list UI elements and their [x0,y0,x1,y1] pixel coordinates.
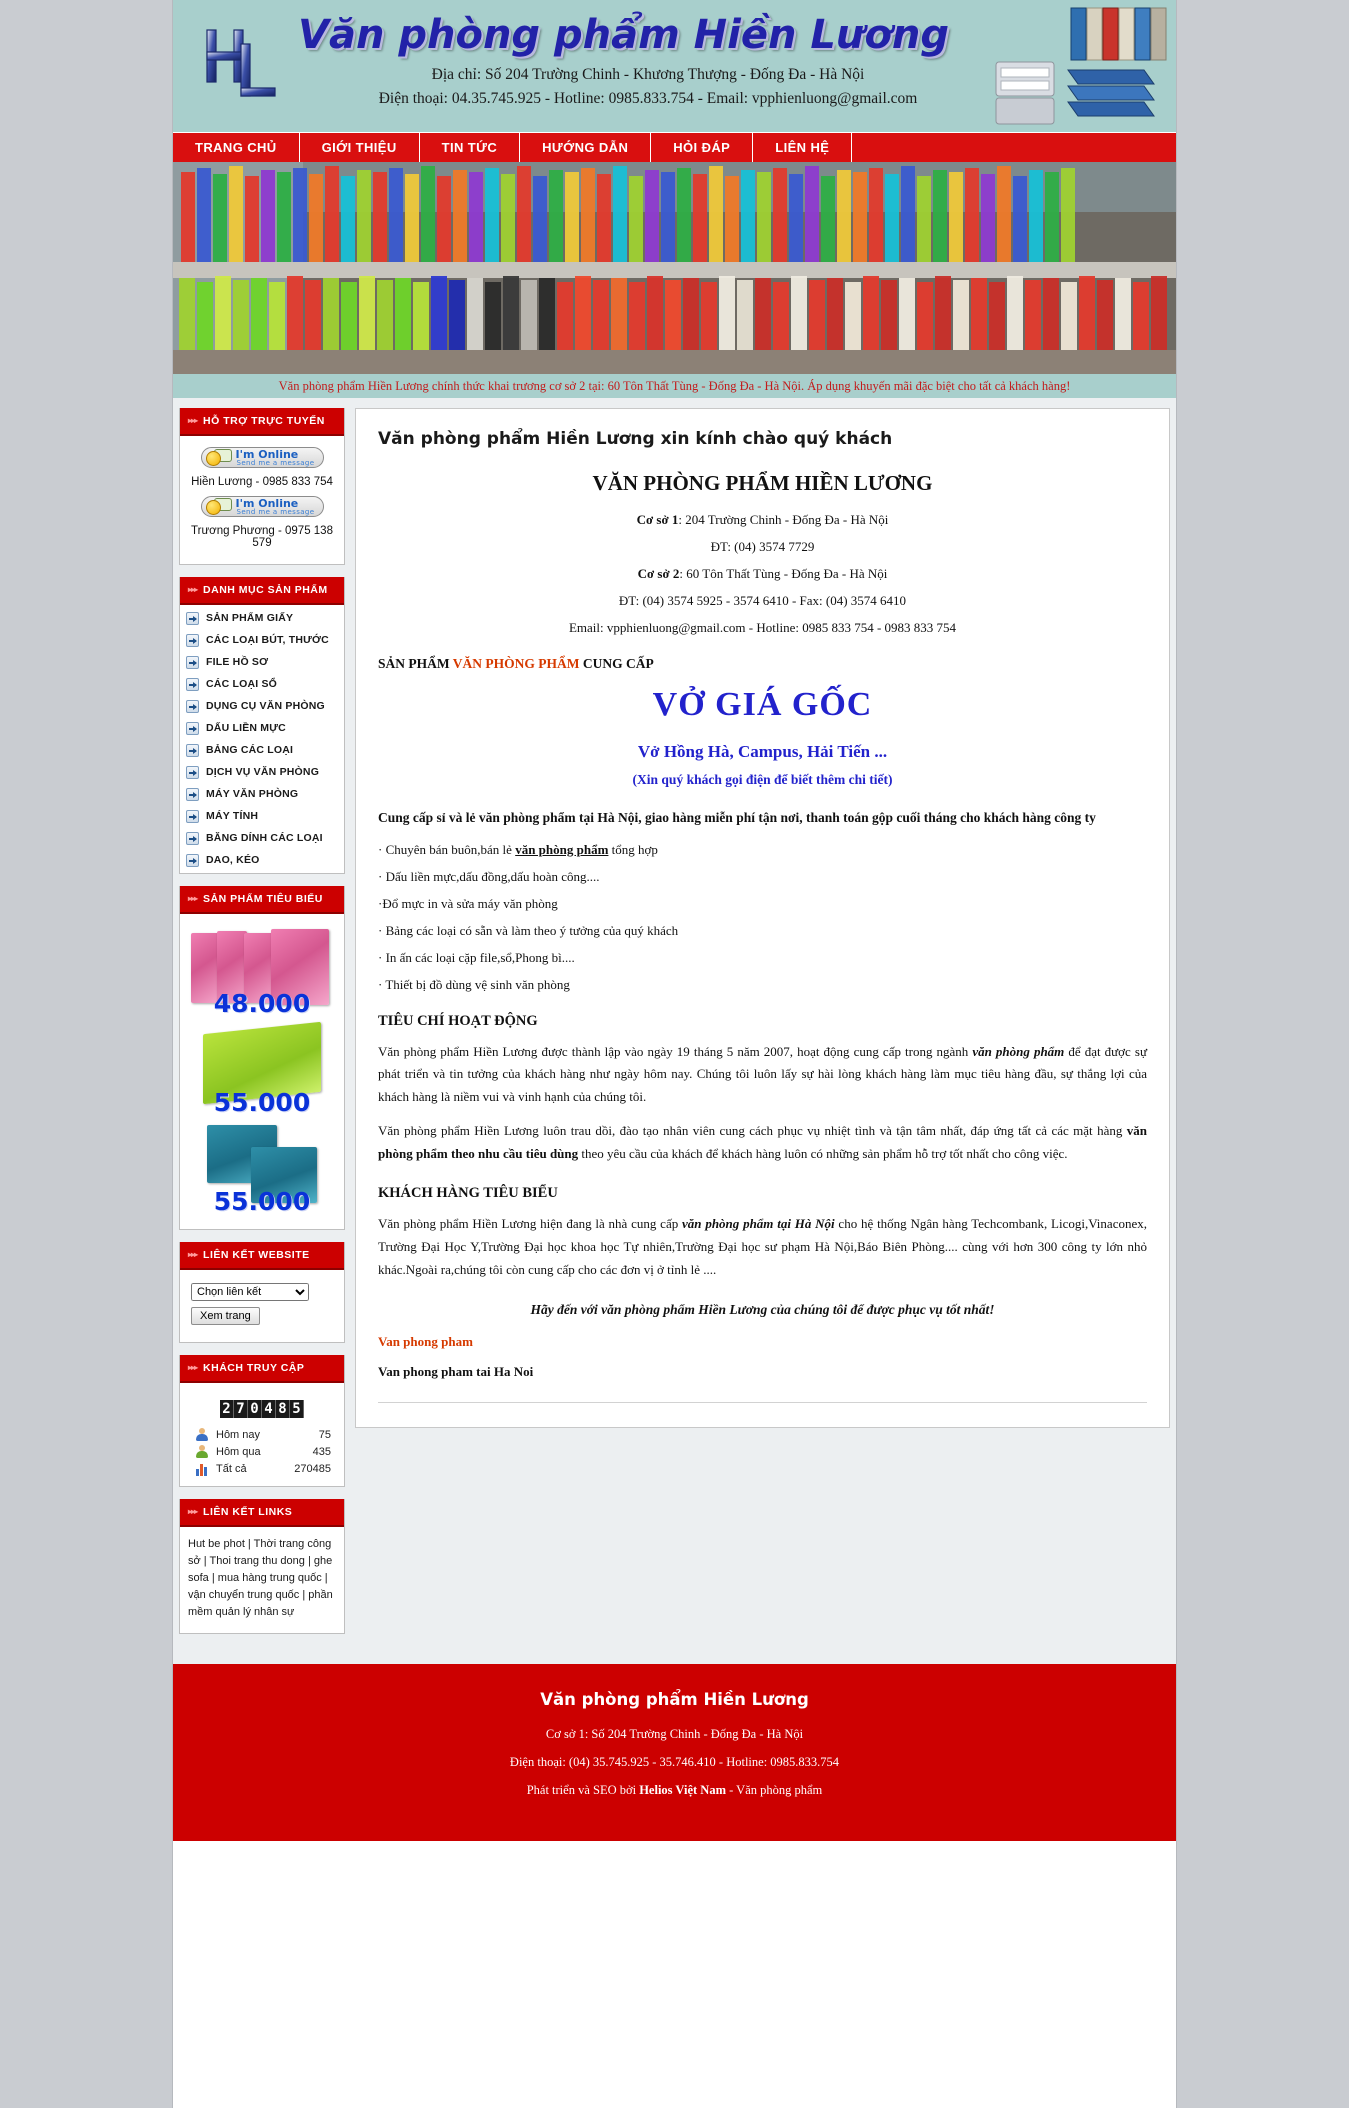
category-item[interactable] [180,739,344,761]
nav-item-huong-dan[interactable]: HƯỚNG DẪN [520,133,651,162]
counter-digit: 8 [276,1400,290,1418]
branch-1-address: : 204 Trường Chinh - Đống Đa - Hà Nội [678,512,889,527]
triple-arrow-icon: ▸▸▸ [188,416,198,425]
service-bullet-3: ·Đổ mực in và sửa máy văn phòng [378,895,558,911]
category-link-may-tinh[interactable]: MÁY TÍNH [206,810,259,822]
sidebar-box-support [179,408,345,565]
announcement-marquee: Văn phòng phẩm Hiền Lương chính thức khai trương cơ sở 2 tại: 60 Tôn Thất Tùng - Đống Đa - Hà Nội. Áp dụng khuyến mãi đặc biệt cho tất cả khách hàng! [173,374,1176,398]
site-footer [173,1664,1176,1841]
sidebar-box-website-links [179,1242,345,1343]
category-item[interactable] [180,783,344,805]
featured-product-3[interactable] [187,1121,337,1216]
left-sidebar [179,408,345,1646]
footer-credit-pre: Phát triển và SEO bởi [526,1783,640,1798]
link-van-chuyen-trung-quoc[interactable]: vận chuyển trung quốc [188,1589,300,1602]
category-link-may-van-phong[interactable]: MÁY VĂN PHÒNG [206,788,299,800]
s1p2-c: theo yêu cầu của khách để khách hàng luôn có những sản phẩm hỗ trợ tốt nhất cho công việc. [578,1145,1068,1161]
counter-digit: 2 [220,1400,234,1418]
supply-pre: SẢN PHẨM [378,656,453,671]
promo-headline: VỞ GIÁ GỐC [652,686,873,723]
nav-item-gioi-thieu[interactable]: GIỚI THIỆU [300,133,420,162]
im-online-sublabel-1: Send me a message [236,459,315,467]
link-sep: | [200,1555,210,1568]
intro-paragraph: Cung cấp sỉ và lẻ văn phòng phẩm tại Hà Nội, giao hàng miễn phí tận nơi, thanh toán gộp cuối tháng cho khách hàng công ty [378,810,1096,825]
site-logo-icon[interactable] [201,22,293,108]
im-online-sublabel-2: Send me a message [236,508,315,516]
branch-2-label: Cơ sở 2 [637,566,680,581]
branch-2-address: : 60 Tôn Thất Tùng - Đống Đa - Hà Nội [679,566,888,581]
visitor-stat-total [187,1460,337,1477]
link-phan-mem-quan-ly-nhan-su[interactable]: phần mềm quản lý nhân sự [188,1589,333,1619]
triple-arrow-icon: ▸▸▸ [188,585,198,594]
category-link-dao-keo[interactable]: DAO, KÉO [206,854,260,866]
arrow-right-icon [186,634,199,647]
nav-filler [852,133,1176,162]
im-online-label-1: I'm Online [235,448,299,461]
nav-item-trang-chu[interactable]: TRANG CHỦ [173,133,300,162]
hero-banner-image [173,162,1176,374]
page-body [173,398,1176,1664]
counter-digit: 0 [248,1400,262,1418]
person-green-icon [195,1445,209,1459]
box-title-featured: SẢN PHẨM TIÊU BIỂU [203,893,323,905]
content-panel [355,408,1170,1428]
website-select-row [187,1279,337,1303]
link-mua-hang-trung-quoc[interactable]: mua hàng trung quốc [217,1572,322,1585]
box-header-website-links [180,1242,344,1270]
arrow-right-icon [186,766,199,779]
service-bullet-4: · Bảng các loại có sẵn và làm theo ý tưởng của quý khách [378,922,679,938]
nav-item-tin-tuc[interactable]: TIN TỨC [420,133,520,162]
arrow-right-icon [186,656,199,669]
section1-paragraph-1 [378,1041,1147,1109]
sidebar-box-links [179,1499,345,1634]
support-contact-1: Hiền Lương - 0985 833 754 [191,476,333,488]
arrow-right-icon [186,810,199,823]
box-header-featured [180,886,344,914]
arrow-right-icon [186,700,199,713]
category-link-file-ho-so[interactable]: FILE HỒ SƠ [206,656,269,668]
supply-post: CUNG CẤP [579,656,654,671]
counter-digit: 4 [262,1400,276,1418]
company-name: VĂN PHÒNG PHẨM HIỀN LƯƠNG [592,471,933,495]
welcome-heading: Văn phòng phẩm Hiền Lương xin kính chào quý khách [378,429,893,449]
visitor-stat-yesterday [187,1443,337,1460]
promo-note: (Xin quý khách gọi điện để biết thêm chi tiết) [632,772,893,787]
section1-paragraph-2 [378,1120,1147,1166]
supply-highlight: VĂN PHÒNG PHẨM [452,656,580,671]
category-link-bang-cac-loai[interactable]: BẢNG CÁC LOẠI [206,744,294,756]
link-sep: | [304,1555,314,1568]
link-hut-be-phot[interactable]: Hut be phot [188,1538,245,1550]
website-link-select[interactable] [191,1283,309,1301]
link-sep: | [321,1572,328,1585]
visitor-stat-today-value: 75 [318,1428,331,1441]
s2p1-a: Văn phòng phẩm Hiền Lương hiện đang là nhà cung cấp [378,1216,683,1232]
service-bullet-5: · In ấn các loại cặp file,sổ,Phong bì.... [378,949,575,965]
counter-digit: 5 [290,1400,304,1418]
triple-arrow-icon: ▸▸▸ [188,1507,198,1516]
category-link-san-pham-giay[interactable]: SẢN PHẨM GIẤY [206,612,294,624]
person-blue-icon [195,1428,209,1442]
s2p1-emphasis: văn phòng phẩm tại Hà Nội [682,1216,835,1232]
box-header-categories [180,577,344,605]
bar-chart-icon [195,1462,209,1476]
arrow-right-icon [186,788,199,801]
im-online-button-2[interactable] [201,496,324,517]
nav-item-lien-he[interactable]: LIÊN HỆ [753,133,852,162]
office-supplies-art [976,0,1176,132]
box-title-links: LIÊN KẾT LINKS [203,1506,293,1518]
visitor-stat-today-label: Hôm nay [216,1428,261,1441]
support-contact-2: Trương Phương - 0975 138 579 [191,525,333,549]
branch-2-line [378,566,1147,582]
product-price-2: 55.000 [213,1088,311,1117]
category-link-dau-lien-muc[interactable]: DẤU LIỀN MỰC [206,722,286,734]
sidebar-box-visitors [179,1355,345,1487]
visitor-stat-total-label: Tất cả [216,1462,247,1475]
featured-product-2[interactable] [187,1022,337,1117]
site-phone-email: Điện thoại: 04.35.745.925 - Hotline: 0985.833.754 - Email: vpphienluong@gmail.com [378,90,918,107]
im-online-button-1[interactable] [201,447,324,468]
box-title-categories: DANH MỤC SẢN PHẨM [203,584,328,596]
s1p2-a: Văn phòng phẩm Hiền Lương luôn trau dồi, đào tạo nhân viên cung cách phục vụ nhiệt tình và tận tâm nhất, đáp ứng tất cả các mặt hàng [378,1122,1127,1138]
product-price-1: 48.000 [213,989,311,1018]
s1p1-emphasis: văn phòng phẩm [972,1043,1065,1059]
main-navigation[interactable] [173,132,1176,162]
category-item[interactable] [180,607,344,629]
support-body [180,436,344,564]
bullet-1-post: tổng hợp [608,841,658,857]
bullet-1-link[interactable]: văn phòng phẩm [515,841,609,857]
smiley-icon [206,451,221,466]
keyword-van-phong-pham-tai-ha-noi: Van phong pham tai Ha Noi [378,1363,534,1379]
s1p2-strong: văn phòng phẩm theo nhu cầu tiêu dùng [378,1122,1147,1161]
featured-body [180,914,344,1229]
main-content [355,408,1170,1428]
category-item[interactable] [180,629,344,651]
arrow-right-icon [186,722,199,735]
link-ghe-sofa[interactable]: ghe sofa [188,1555,333,1585]
branch-1-label: Cơ sở 1 [636,512,679,527]
visitor-stat-yesterday-value: 435 [312,1445,331,1458]
email-hotline-line: Email: vpphienluong@gmail.com - Hotline: 0985 833 754 - 0983 833 754 [568,620,957,635]
category-link-dung-cu-van-phong[interactable]: DỤNG CỤ VĂN PHÒNG [206,700,325,712]
site-title: Văn phòng phẩm Hiền Lương [298,12,949,58]
section-title-tieu-chi: TIÊU CHÍ HOẠT ĐỘNG [378,1012,538,1029]
branch-1-line [378,512,1147,528]
section2-paragraph-1 [378,1213,1147,1281]
arrow-right-icon [186,854,199,867]
bullet-1-pre: · Chuyên bán buôn,bán lẻ [378,841,516,857]
pens-display-photo [173,162,1176,374]
category-link-cac-loai-but-thuoc[interactable]: CÁC LOẠI BÚT, THƯỚC [206,634,329,646]
link-sep: | [299,1589,309,1602]
category-list [180,605,344,873]
content-divider [378,1402,1147,1403]
category-link-dich-vu-van-phong[interactable]: DỊCH VỤ VĂN PHÒNG [206,766,320,778]
link-thoi-trang-cong-so[interactable]: Thời trang công sở [188,1538,332,1568]
category-link-bang-dinh-cac-loai[interactable]: BĂNG DÍNH CÁC LOẠI [206,832,323,844]
box-header-links [180,1499,344,1527]
footer-phone: Điện thoại: (04) 35.745.925 - 35.746.410 - Hotline: 0985.833.754 [509,1755,840,1770]
supply-heading [378,656,1147,672]
box-header-visitors [180,1355,344,1383]
category-item[interactable] [180,717,344,739]
sidebar-box-categories [179,577,345,874]
category-item[interactable] [180,827,344,849]
footer-credit [183,1783,1166,1798]
branch-1-phone: ĐT: (04) 3574 7729 [710,539,815,554]
promo-subheadline: Vở Hồng Hà, Campus, Hải Tiến ... [637,742,888,761]
triple-arrow-icon: ▸▸▸ [188,894,198,903]
im-online-label-2: I'm Online [235,497,299,510]
arrow-right-icon [186,832,199,845]
links-body [180,1527,344,1633]
box-title-visitors: KHÁCH TRUY CẬP [203,1362,305,1374]
visitor-stat-yesterday-label: Hôm qua [216,1445,261,1458]
product-price-3: 55.000 [213,1187,311,1216]
box-title-support: HỖ TRỢ TRỰC TUYẾN [203,415,325,427]
keyword-link-van-phong-pham[interactable]: Van phong pham [378,1333,473,1349]
triple-arrow-icon: ▸▸▸ [188,1363,198,1372]
triple-arrow-icon: ▸▸▸ [188,1250,198,1259]
site-address: Địa chỉ: Số 204 Trường Chinh - Khương Thượng - Đống Đa - Hà Nội [431,66,865,83]
arrow-right-icon [186,612,199,625]
box-title-website-links: LIÊN KẾT WEBSITE [203,1249,310,1261]
page-root [172,0,1177,2108]
link-sep: | [208,1572,218,1585]
visitor-counter [187,1398,337,1418]
footer-credit-post: - Văn phòng phẩm [726,1783,823,1798]
footer-credit-company[interactable]: Helios Việt Nam [639,1783,726,1798]
sidebar-box-featured [179,886,345,1230]
category-item[interactable] [180,761,344,783]
site-header [173,0,1176,132]
s1p1-a: Văn phòng phẩm Hiền Lương được thành lập vào ngày 19 tháng 5 năm 2007, hoạt động cung cấp trong ngành [378,1043,973,1059]
section-title-khach-hang: KHÁCH HÀNG TIÊU BIỂU [378,1185,558,1202]
service-bullet-1 [378,842,1147,858]
service-bullet-6: · Thiết bị đồ dùng vệ sinh văn phòng [378,976,570,992]
branch-2-phone: ĐT: (04) 3574 5925 - 3574 6410 - Fax: (04) 3574 6410 [618,593,907,608]
footer-title: Văn phòng phẩm Hiền Lương [540,1690,809,1710]
view-page-button[interactable]: Xem trang [191,1307,260,1325]
smiley-icon [206,500,221,515]
link-sep: | [244,1538,254,1550]
category-item[interactable] [180,805,344,827]
call-to-action: Hãy đến với văn phòng phẩm Hiền Lương của chúng tôi để được phục vụ tốt nhất! [530,1301,995,1317]
category-item[interactable] [180,673,344,695]
category-item[interactable] [180,651,344,673]
counter-digit: 7 [234,1400,248,1418]
arrow-right-icon [186,678,199,691]
featured-product-1[interactable] [187,923,337,1018]
link-thoi-trang-thu-dong[interactable]: Thoi trang thu dong [209,1555,305,1568]
nav-item-hoi-dap[interactable]: HỎI ĐÁP [651,133,753,162]
visitor-stat-today [187,1426,337,1443]
s1p1-b: để đạt được sự phát triển và tin tưởng của khách hàng như ngày hôm nay. Chúng tôi luôn lấy sự hài lòng khách hàng làm mục tiêu hàng đầu, sự thắng lợi của khách hàng là niềm vui và vinh hạnh của chúng tôi. [378,1043,1147,1105]
footer-address: Cơ sở 1: Số 204 Trường Chinh - Đống Đa - Hà Nội [545,1727,804,1742]
website-links-body [180,1270,344,1342]
box-header-support [180,408,344,436]
visitors-body [180,1383,344,1486]
s2p1-b: cho hệ thống Ngân hàng Techcombank, Licogi,Vinaconex, Trường Đại Học Y,Trường Đại học khoa học Tự nhiên,Trường Đại học sư phạm Hà Nội,Báo Biên Phòng.... cùng với hơn 300 công ty lớn nhỏ khác.Ngoài ra,chúng tôi còn cung cấp cho các đơn vị ở tỉnh lẻ .... [378,1216,1147,1277]
category-item[interactable] [180,695,344,717]
visitor-stat-total-value: 270485 [294,1462,331,1475]
service-bullet-2: · Dấu liền mực,dấu đồng,dấu hoàn công.... [378,868,600,884]
category-link-cac-loai-so[interactable]: CÁC LOẠI SỔ [206,678,278,690]
category-item[interactable] [180,849,344,871]
arrow-right-icon [186,744,199,757]
